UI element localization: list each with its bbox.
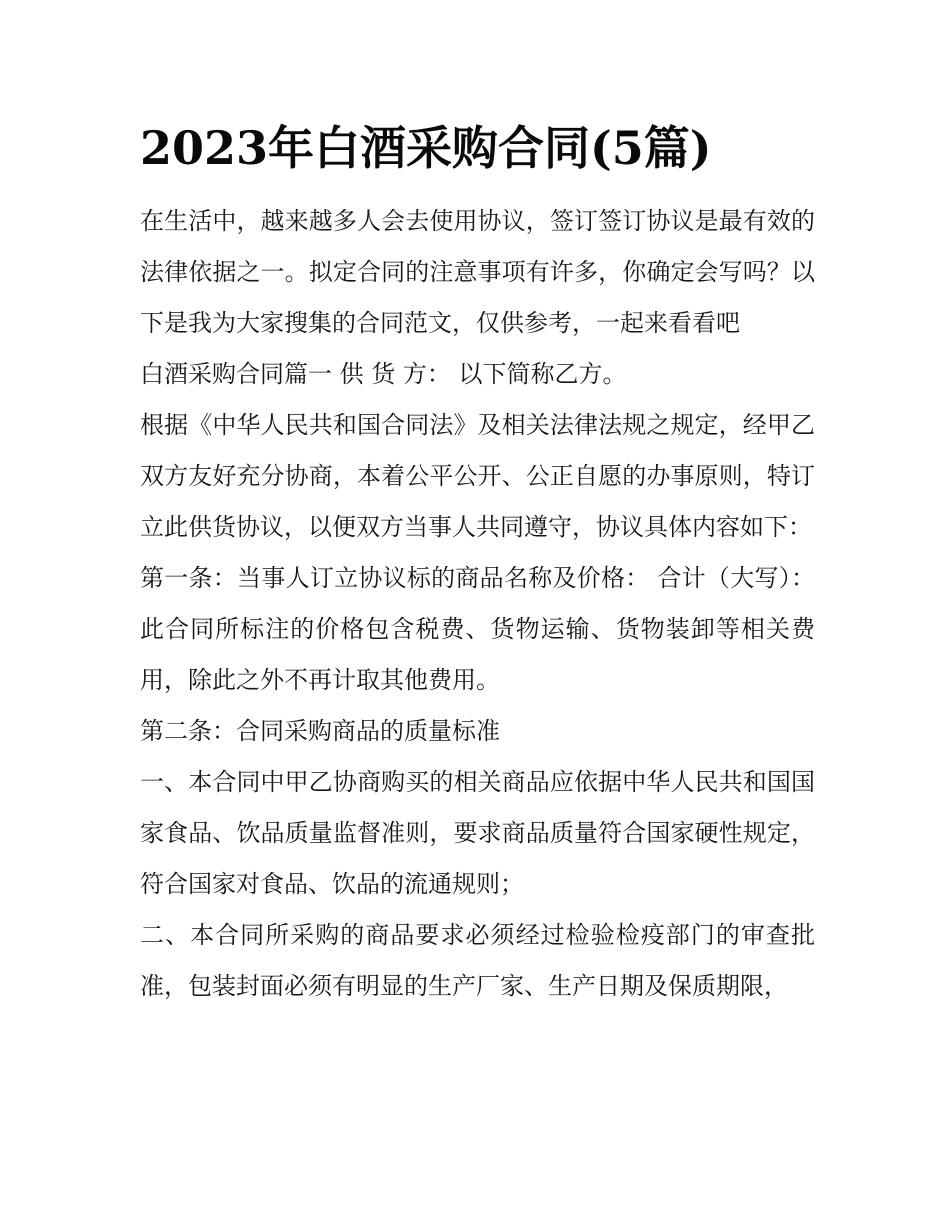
article-one-paragraph: 第一条：当事人订立协议标的商品名称及价格： 合计（大写）： 此合同所标注的价格包含税费、货物运输、货物装卸等相关费用，除此之外不再计取其他费用。 xyxy=(140,564,815,694)
intro-paragraph: 在生活中，越来越多人会去使用协议，签订签订协议是最有效的法律依据之一。拟定合同的注意事项有许多，你确定会写吗？以下是我为大家搜集的合同范文，仅供参考，一起来看看吧 xyxy=(140,207,815,337)
preamble-paragraph: 根据《中华人民共和国合同法》及相关法律法规之规定，经甲乙双方友好充分协商，本着公平公开、公正自愿的办事原则，特订立此供货协议，以便双方当事人共同遵守，协议具体内容如下： xyxy=(140,411,815,541)
document-body xyxy=(140,196,815,1012)
clause-one-paragraph: 一、本合同中甲乙协商购买的相关商品应依据中华人民共和国国家食品、饮品质量监督准则，要求商品质量符合国家硬性规定，符合国家对食品、饮品的流通规则； xyxy=(140,768,815,898)
document-title: 2023年白酒采购合同(5篇) xyxy=(140,121,712,175)
article-two-heading: 第二条：合同采购商品的质量标准 xyxy=(140,717,500,745)
clause-two-paragraph: 二、本合同所采购的商品要求必须经过检验检疫部门的审查批准，包装封面必须有明显的生产厂家、生产日期及保质期限， xyxy=(140,921,815,1000)
section-heading-part-one: 白酒采购合同篇一 供 货 方： 以下简称乙方。 xyxy=(140,360,627,388)
